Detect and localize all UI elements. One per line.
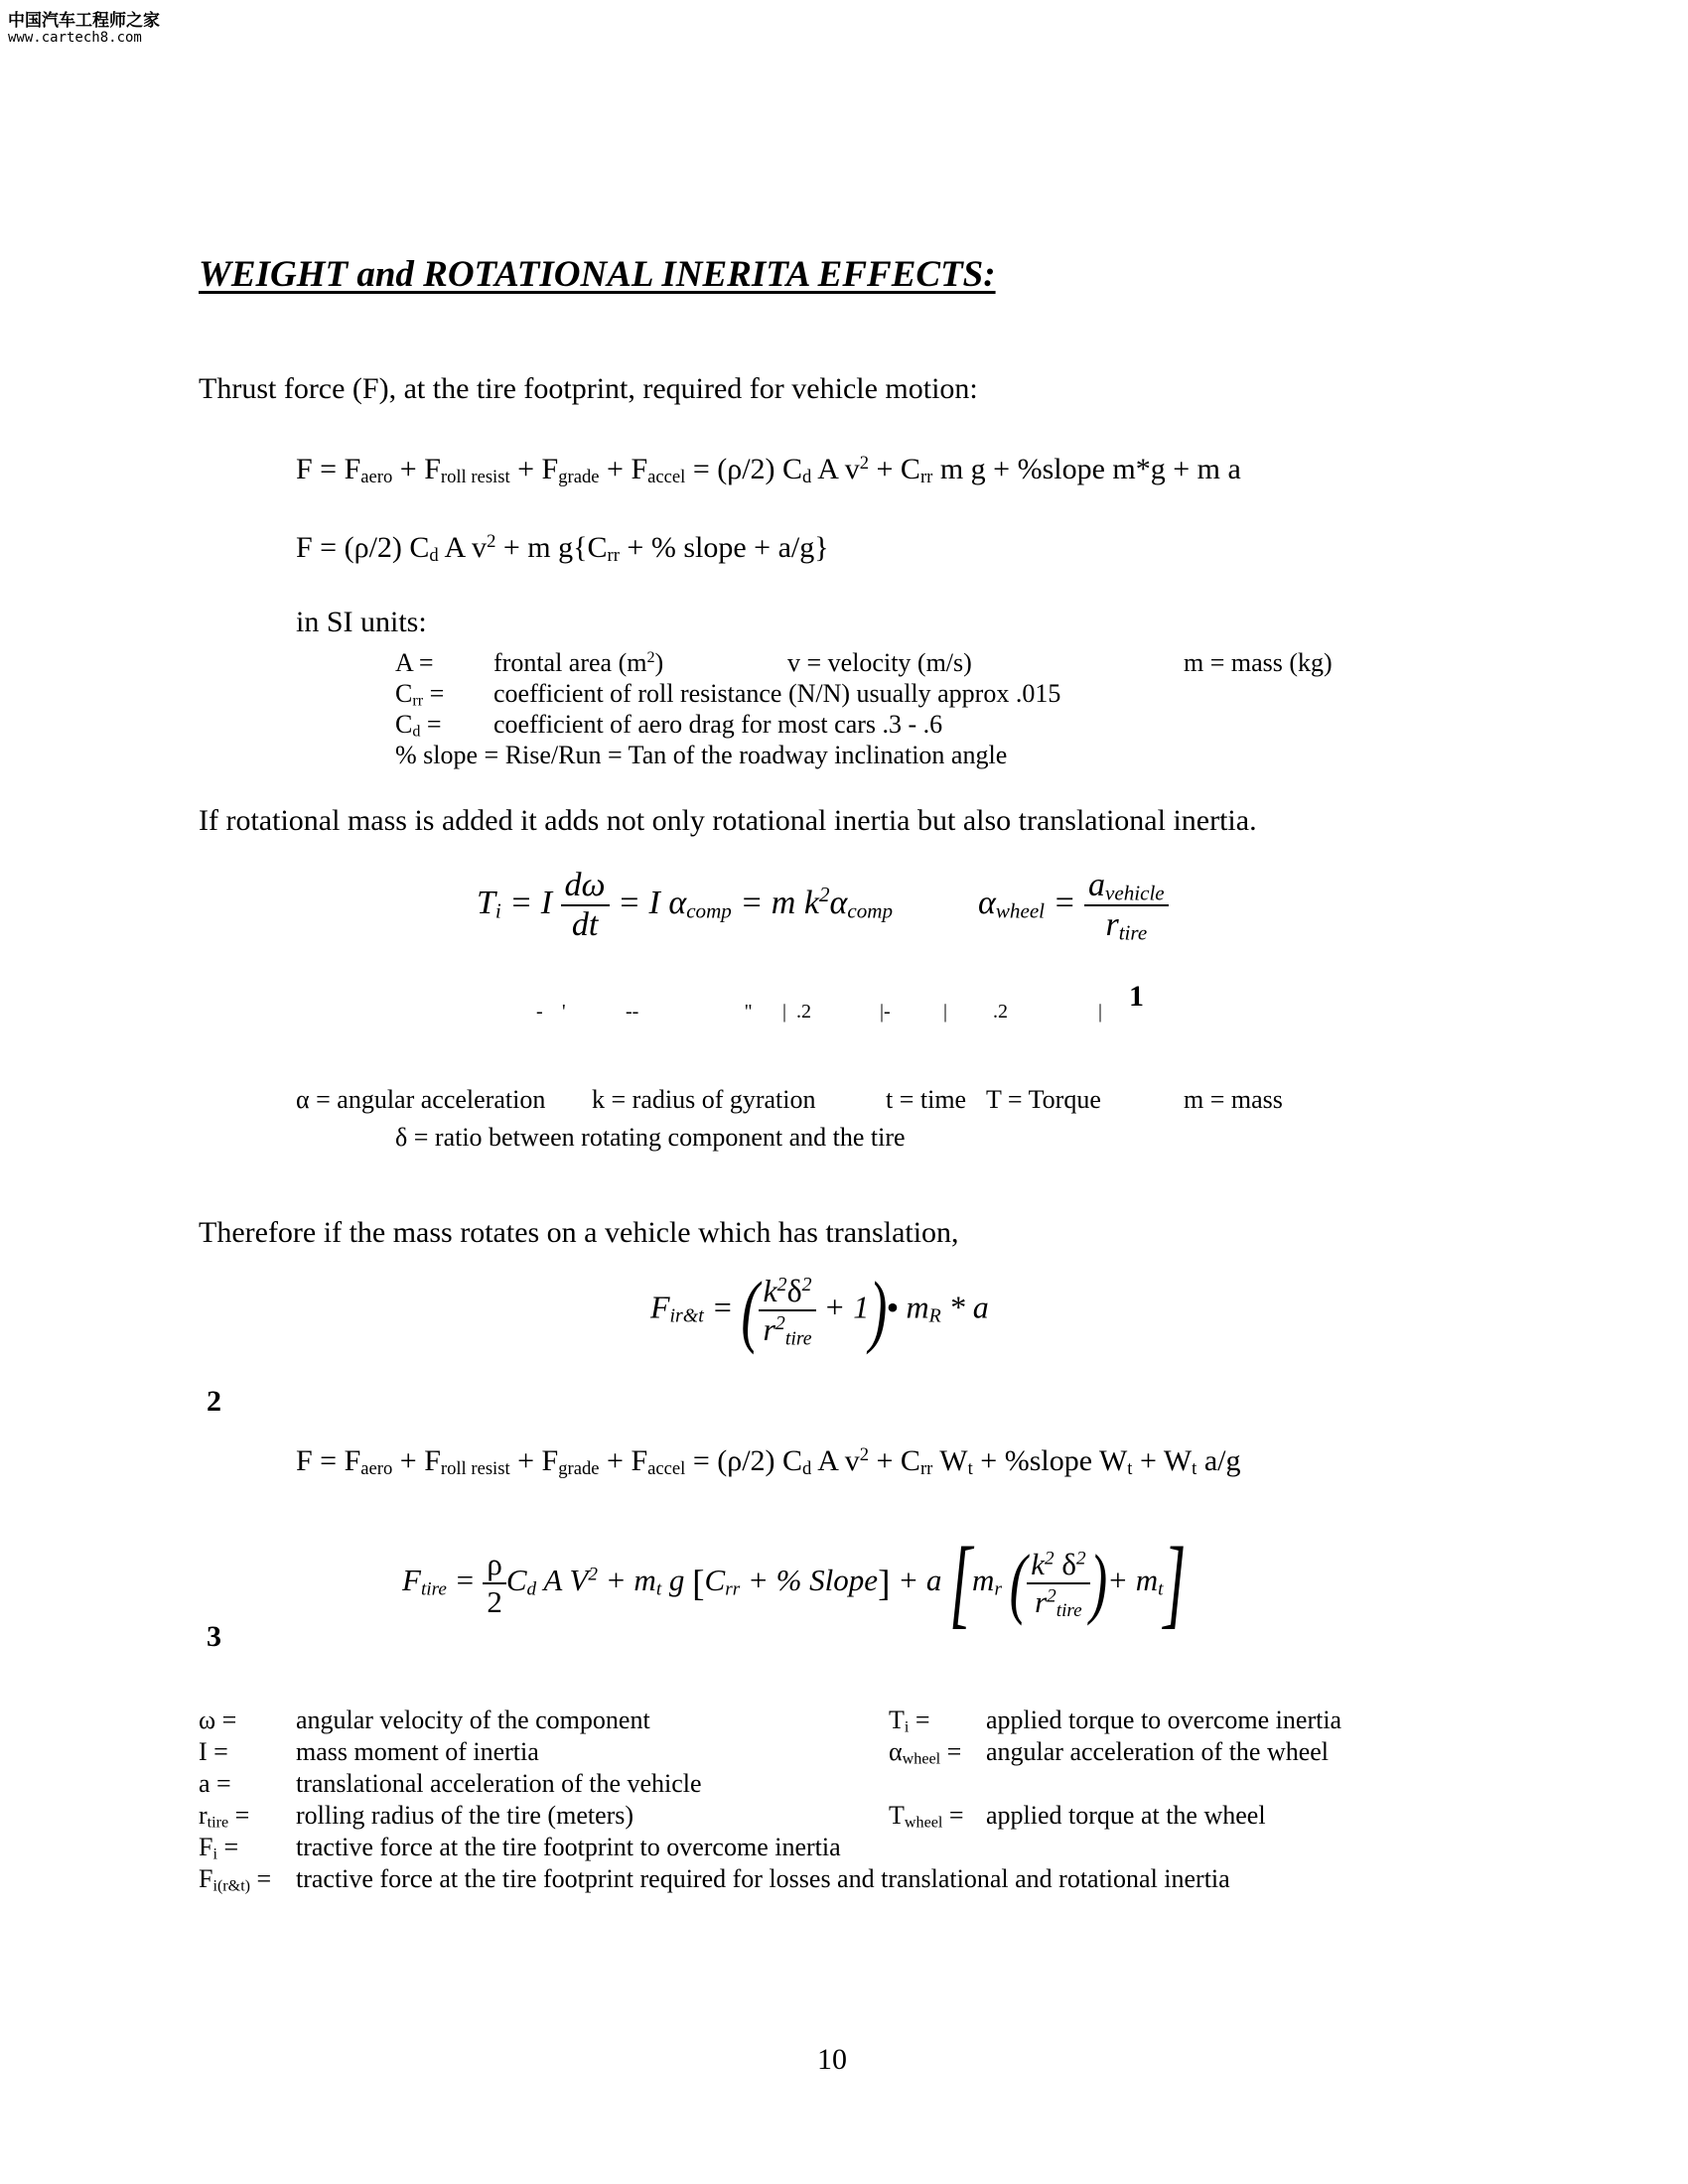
scan-artifact: - ' -- '' | .2 |- | .2 |	[536, 1001, 1103, 1023]
thrust-equation-compact: F = (ρ/2) $C_d$ A $v^2 + m$ $g\{C_{rr}$ + % slope + a/g}	[296, 530, 829, 567]
watermark-chinese: 中国汽车工程师之家	[8, 11, 160, 31]
page-heading: WEIGHT and ROTATIONAL INERITA EFFECTS:	[199, 254, 996, 295]
def-alpha: α = angular acceleration	[296, 1085, 546, 1114]
torque-inertia-equation: $T_i = I$ $\frac{d\omega}{dt}$ = I $\alpha_{comp} = m$ $k^2\alpha_{comp}$	[477, 867, 893, 943]
def-torque: T = Torque	[986, 1085, 1101, 1114]
thrust-weight-equation: $F = F_{aero} + F_{roll resist} + F_{grade} + F_{accel} = (\rho/2)$ $C_d$ A $v^2 + C_{rr}$ $W_t$ + %slope $W_t + W_t$ a/g	[296, 1443, 1241, 1480]
inertia-force-equation: $F_{ir\&t}$ = ( $\frac{k^2\delta^2}{r^2_{tire}}$ + 1)• $m_R$ * a	[650, 1266, 989, 1355]
si-area-text: frontal area $(m^2)$	[493, 648, 664, 677]
def-t: t = time	[886, 1085, 967, 1114]
rotational-intro: If rotational mass is added it adds not only rotational inertia but also translational inertia.	[199, 804, 1257, 837]
def-delta: δ = ratio between rotating component and the tire	[395, 1123, 906, 1152]
si-crr-text: coefficient of roll resistance (N/N) usually approx .015	[493, 679, 1061, 708]
watermark-url: www.cartech8.com	[8, 30, 142, 46]
si-velocity: v = velocity (m/s)	[787, 648, 972, 677]
si-mass: m = mass (kg)	[1184, 648, 1333, 677]
si-slope-text: % slope = Rise/Run = Tan of the roadway inclination angle	[395, 741, 1008, 769]
thrust-equation-full: $F = F_{aero} + F_{roll resist} + F_{grade} + F_{accel} = (\rho/2)$ $C_d$ A $v^2 + C_{rr}$ m g + %slope m*g + m a	[296, 452, 1241, 488]
si-cd-text: coefficient of aero drag for most cars .3 - .6	[493, 710, 943, 739]
equation-number-2: 2	[207, 1385, 221, 1418]
si-crr-label: $C_{rr}$ =	[395, 679, 445, 710]
si-cd-label: $C_d$ =	[395, 710, 442, 741]
wheel-acceleration-equation: $\alpha_{wheel}$ = $\frac{a_{vehicle}}{r_{tire}}$	[978, 867, 1169, 944]
page-number: 10	[817, 2043, 847, 2076]
si-units-heading: in SI units:	[296, 606, 427, 638]
equation-number-3: 3	[207, 1620, 221, 1653]
intro-text: Thrust force (F), at the tire footprint, required for vehicle motion:	[199, 372, 978, 405]
equation-number-1: 1	[1129, 980, 1144, 1013]
si-area-label: A =	[395, 648, 434, 677]
def-mass: m = mass	[1184, 1085, 1283, 1114]
therefore-text: Therefore if the mass rotates on a vehicle which has translation,	[199, 1216, 959, 1249]
tire-force-equation: $F_{tire}$ = $\frac{\rho}{2}$ $C_d$ A $V^2 + m_t$ g [$C_{rr}$ + % Slope] + a [$m_r$ ( $\frac{k^2 \delta^2}{r^2_{tire}}$ )+ $m_t$]	[402, 1527, 1187, 1638]
def-k: k = radius of gyration	[592, 1085, 816, 1114]
